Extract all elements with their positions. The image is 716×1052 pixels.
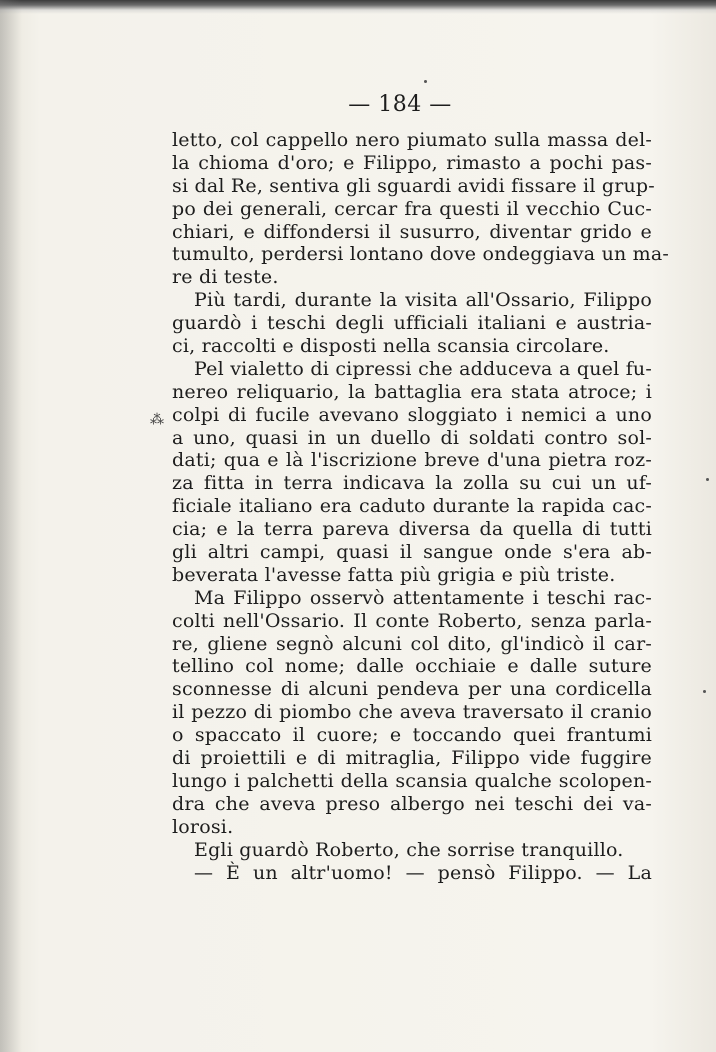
- text-line: lungo i palchetti della scansia qualche scolopen-: [172, 769, 652, 792]
- binding-shadow: [0, 0, 22, 1052]
- text-line: beverata l'avesse fatta più grigia e più triste.: [172, 563, 616, 586]
- page-top-edge: [0, 0, 716, 14]
- text-line: a uno, quasi in un duello di soldati contro sol-: [172, 426, 652, 449]
- text-line: dra che aveva preso albergo nei teschi dei va-: [172, 792, 652, 815]
- text-line: re, gliene segnò alcuni col dito, gl'indicò il car-: [172, 632, 652, 655]
- dialogue-line: — È un altr'uomo! — pensò Filippo. — La: [194, 861, 652, 884]
- paragraph-start: Più tardi, durante la visita all'Ossario, Filippo: [194, 289, 652, 312]
- text-line: gli altri campi, quasi il sangue onde s'era ab-: [172, 541, 652, 564]
- text-line: po dei generali, cercar fra questi il vecchio Cuc-: [172, 197, 652, 220]
- paragraph-start: Ma Filippo osservò attentamente i teschi rac-: [194, 586, 652, 609]
- print-speck: [424, 80, 427, 83]
- print-speck: [703, 690, 706, 693]
- text-line: la chioma d'oro; e Filippo, rimasto a pochi pas-: [172, 151, 652, 174]
- body-text: [172, 129, 670, 884]
- text-line: dati; qua e là l'iscrizione breve d'una pietra roz-: [172, 449, 652, 472]
- text-line: nereo reliquario, la battaglia era stata atroce; i: [172, 380, 652, 403]
- margin-mark: ⁂: [150, 412, 164, 428]
- text-line: tellino col nome; dalle occhiaie e dalle suture: [172, 655, 652, 678]
- print-speck: [706, 478, 709, 481]
- paragraph-start: Pel vialetto di cipressi che adduceva a quel fu-: [194, 357, 652, 380]
- text-line: za fitta in terra indicava la zolla su cui un uf-: [172, 472, 652, 495]
- text-line: guardò i teschi degli ufficiali italiani e austria-: [172, 312, 652, 335]
- text-line: il pezzo di piombo che aveva traversato il cranio: [172, 701, 652, 724]
- text-line: si dal Re, sentiva gli sguardi avidi fissare il grup-: [172, 174, 655, 197]
- text-line: colti nell'Ossario. Il conte Roberto, senza parla-: [172, 609, 652, 632]
- text-line: lorosi.: [172, 815, 234, 838]
- text-line: di proiettili e di mitraglia, Filippo vide fuggire: [172, 747, 652, 770]
- text-line: ficiale italiano era caduto durante la rapida cac-: [172, 495, 652, 518]
- text-line: cia; e la terra pareva diversa da quella di tutti: [172, 518, 652, 541]
- text-line: o spaccato il cuore; e toccando quei frantumi: [172, 724, 652, 747]
- text-line: sconnesse di alcuni pendeva per una cordicella: [172, 678, 652, 701]
- text-line: colpi di fucile avevano sloggiato i nemici a uno: [172, 403, 652, 426]
- paragraph-start: Egli guardò Roberto, che sorrise tranquillo.: [194, 838, 624, 861]
- text-line: chiari, e diffondersi il susurro, diventar grido e: [172, 220, 652, 243]
- text-line: re di teste.: [172, 266, 279, 289]
- text-line: tumulto, perdersi lontano dove ondeggiava un ma-: [172, 243, 670, 266]
- page-number: — 184 —: [348, 92, 452, 117]
- text-line: ci, raccolti e disposti nella scansia circolare.: [172, 335, 610, 358]
- text-line: letto, col cappello nero piumato sulla massa del-: [172, 129, 652, 151]
